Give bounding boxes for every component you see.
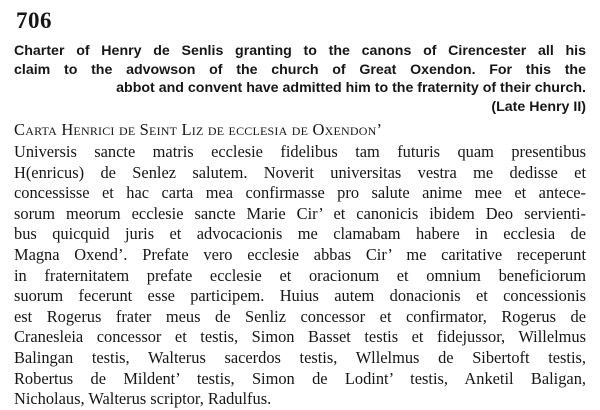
summary-line: abbot and convent have admitted him to the fraternity of their church. — [116, 80, 586, 96]
text-line: bus quicquid juris et advocacionis me clamabam habere in ecclesia de — [14, 224, 586, 244]
text-line: H(enricus) de Senlez salutem. Noverit universitas vestra me dedisse et — [14, 162, 586, 182]
date-note: (Late Henry II) — [491, 98, 586, 115]
text-line: est Rogerus frater meus de Senliz concessor et confirmator, Rogerus de — [14, 306, 586, 326]
charter-text — [14, 142, 586, 410]
text-line: Nicholaus, Walterus scriptor, Radulfus. — [14, 389, 272, 409]
text-line: concessisse et hac carta mea confirmasse pro salute anime mee et antece- — [14, 183, 586, 203]
document-number: 706 — [16, 8, 52, 33]
text-line: sorum meorum ecclesie sancte Marie Cir’ et canonicis ibidem Deo servienti- — [14, 203, 586, 223]
summary-line: claim to the advowson of the church of Great Oxendon. For this the — [14, 61, 586, 78]
latin-heading: Carta Henrici de Seint Liz de ecclesia de Oxendon’ — [14, 120, 383, 139]
text-line: Balingan testis, Walterus sacerdos testis, Wllelmus de Sibertoft testis, — [14, 347, 586, 367]
text-line: Magna Oxend’. Prefate vero ecclesie abbas Cir’ me caritative receperunt — [14, 244, 586, 264]
text-line: Robertus de Mildent’ testis, Simon de Lodint’ testis, Anketil Baligan, — [14, 368, 586, 388]
text-line: Universis sancte matris ecclesie fidelibus tam futuris quam presentibus — [14, 142, 586, 161]
document-page — [14, 8, 586, 410]
text-line: Cranesleia concessor et testis, Simon Basset testis et fidejussor, Willelmus — [14, 327, 586, 347]
text-line: suorum fecerunt esse participem. Huius autem donacionis et concessionis — [14, 286, 586, 306]
summary-line: Charter of Henry de Senlis granting to the canons of Cirencester all his — [14, 43, 586, 59]
charter-summary — [14, 42, 586, 98]
text-line: in fraternitatem prefate ecclesie et oracionum et omnium beneficiorum — [14, 265, 586, 285]
